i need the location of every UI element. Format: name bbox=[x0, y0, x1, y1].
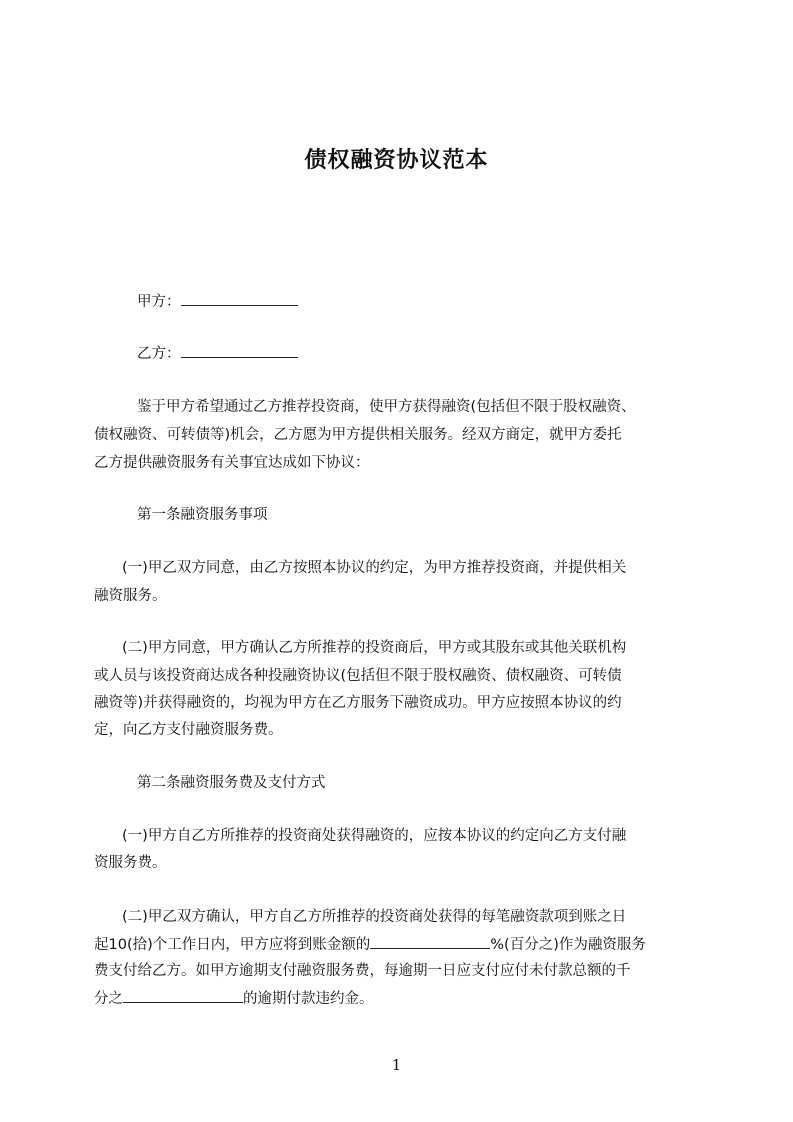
clause-line: (二)甲方同意，甲方确认乙方所推荐的投资商后，甲方或其股东或其他关联机构 bbox=[122, 640, 627, 656]
preamble-line: 债权融资、可转债等)机会，乙方愿为甲方提供相关服务。经双方商定，就甲方委托 bbox=[94, 427, 622, 443]
party-a-blank bbox=[181, 291, 298, 306]
penalty-rate-blank bbox=[123, 988, 243, 1003]
party-b-line bbox=[137, 343, 298, 364]
clause-text: 分之 bbox=[94, 991, 123, 1007]
fee-percent-blank bbox=[370, 934, 490, 949]
preamble-line: 鉴于甲方希望通过乙方推荐投资商，使甲方获得融资(包括但不限于股权融资、 bbox=[137, 399, 636, 415]
clause-line: 资服务费。 bbox=[94, 855, 167, 871]
clause-line bbox=[94, 934, 646, 955]
party-a-line bbox=[137, 291, 298, 312]
article-2-heading: 第二条融资服务费及支付方式 bbox=[137, 775, 326, 791]
clause-line: 费支付给乙方。如甲方逾期支付融资服务费，每逾期一日应支付应付未付款总额的千 bbox=[94, 963, 631, 979]
article-1-heading: 第一条融资服务事项 bbox=[137, 507, 268, 523]
document-title: 债权融资协议范本 bbox=[304, 148, 489, 173]
party-a-label: 甲方： bbox=[137, 294, 181, 310]
clause-text: %(百分之)作为融资服务 bbox=[490, 937, 646, 953]
clause-line: (一)甲乙双方同意，由乙方按照本协议的约定，为甲方推荐投资商，并提供相关 bbox=[122, 560, 627, 576]
clause-line: (二)甲乙双方确认，甲方自乙方所推荐的投资商处获得的每笔融资款项到账之日 bbox=[122, 909, 627, 925]
clause-text: 起10(拾)个工作日内，甲方应将到账金额的 bbox=[94, 937, 371, 953]
party-b-blank bbox=[181, 343, 298, 358]
page-number: 1 bbox=[391, 1056, 402, 1074]
clause-line bbox=[94, 988, 374, 1009]
clause-line: (一)甲方自乙方所推荐的投资商处获得融资的，应按本协议的约定向乙方支付融 bbox=[122, 828, 627, 844]
clause-line: 融资等)并获得融资的，均视为甲方在乙方服务下融资成功。甲方应按照本协议的约 bbox=[94, 695, 622, 711]
party-b-label: 乙方： bbox=[137, 346, 181, 362]
clause-text: 的逾期付款违约金。 bbox=[243, 991, 374, 1007]
clause-line: 融资服务。 bbox=[94, 588, 167, 604]
preamble-line: 乙方提供融资服务有关事宜达成如下协议： bbox=[94, 455, 370, 471]
clause-line: 或人员与该投资商达成各种投融资协议(包括但不限于股权融资、债权融资、可转债 bbox=[94, 668, 622, 684]
clause-line: 定，向乙方支付融资服务费。 bbox=[94, 722, 283, 738]
